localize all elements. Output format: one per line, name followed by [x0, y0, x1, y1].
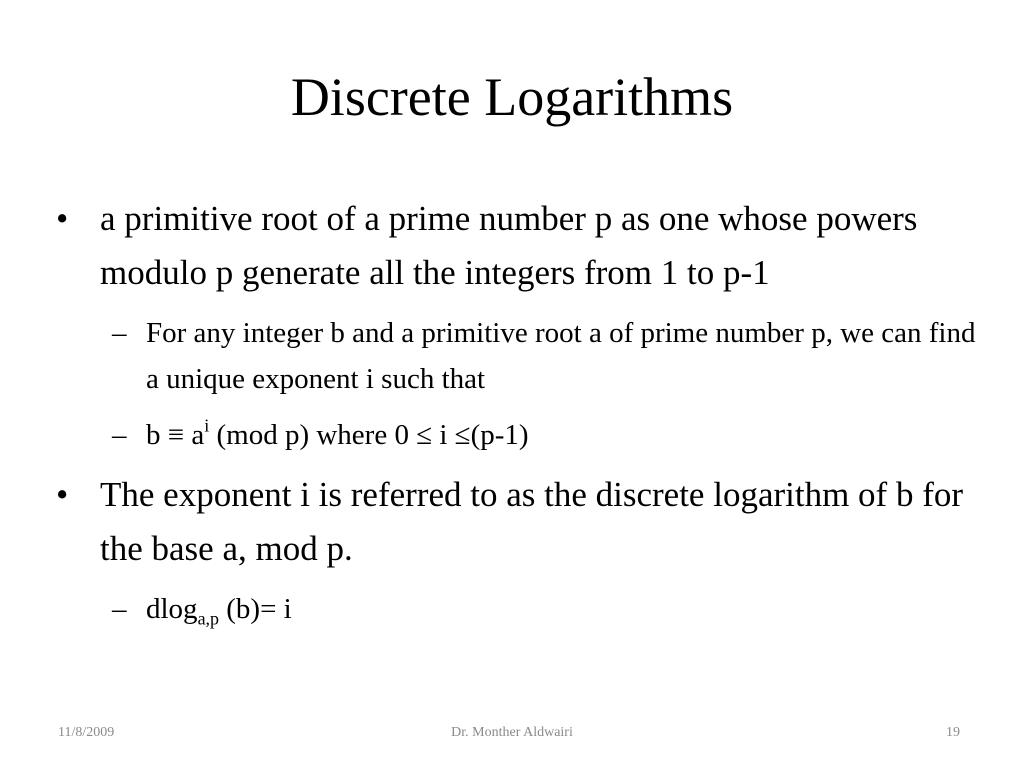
bullet-primitive-root — [56, 192, 976, 300]
slide-title: Discrete Logarithms — [290, 67, 734, 127]
bullet-text: a primitive root of a prime number p as one whose powers modulo p generate all the integers from 1 to p-1 — [100, 199, 918, 292]
bullet-text: The exponent i is referred to as the discrete logarithm of b for the base a, mod p. — [100, 475, 964, 568]
bullet-discrete-log — [56, 468, 976, 576]
dash-marker: – — [112, 419, 127, 451]
congruence-after: (mod p) where 0 ≤ i ≤(p-1) — [209, 419, 529, 451]
dlog-after: (b)= i — [219, 593, 292, 625]
sub-bullet-text: For any integer b and a primitive root a of prime number p, we can find a unique exponent i such that — [146, 317, 976, 395]
bullet-marker: • — [56, 199, 69, 238]
footer-page-number: 19 — [946, 725, 960, 740]
sub-bullet-dlog — [112, 586, 976, 632]
dash-marker: – — [112, 317, 127, 349]
dlog-subscript: a,p — [197, 608, 220, 629]
exponent-superscript: i — [204, 415, 210, 436]
footer-date: 11/8/2009 — [58, 725, 115, 740]
slide-body — [56, 192, 976, 642]
congruence-before: b ≡ a — [146, 419, 205, 451]
bullet-marker: • — [56, 475, 69, 514]
sub-bullet-unique-exponent — [112, 310, 976, 402]
footer-author: Dr. Monther Aldwairi — [451, 725, 573, 740]
dash-marker: – — [112, 593, 127, 625]
sub-bullet-congruence — [112, 412, 976, 458]
dlog-before: dlog — [146, 593, 198, 625]
